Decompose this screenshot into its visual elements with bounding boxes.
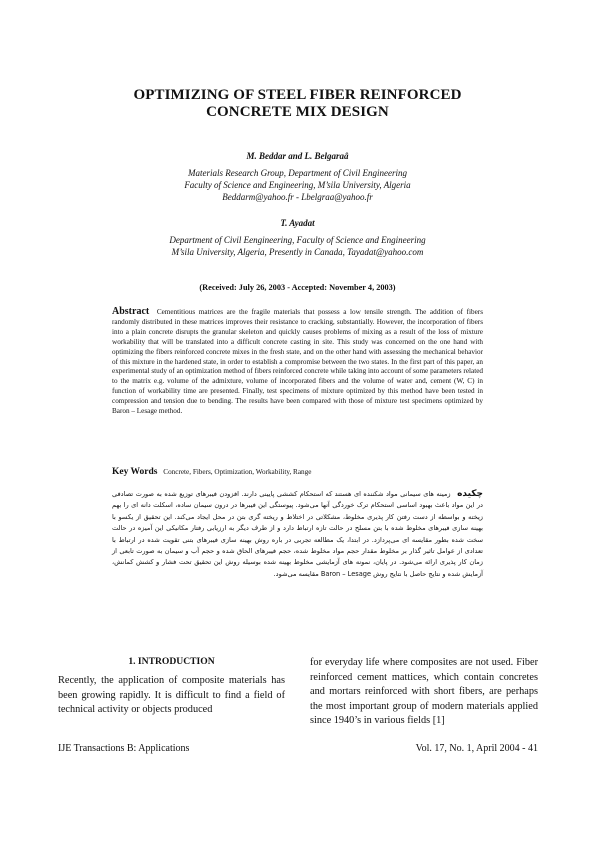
persian-abstract-label: چکیده: [457, 489, 483, 499]
abstract: [112, 307, 483, 417]
keywords: [112, 467, 483, 477]
body-column-left: [58, 656, 285, 718]
abstract-label: Abstract: [112, 306, 150, 317]
abstract-text: Cementitious matrices are the fragile materials that possess a low tensile strength. The addition of fibers randomly distributed in these matrices improves their resistance to cracking, substantially. However, the incorporation of fibers into a plain concrete disrupts the granular skeleton and quickly causes problems of mixing as a result of the loss of mixture workability that will be translated into a difficult concrete casting in site. This study was concerned on the one hand with optimizing the fibers reinforced concrete mixes in the fresh state, and on the other hand with assessing the mechanical behavior of this mixture in the hardened state, in order to establish a compromise between the two states. In the first part of this paper, an experimental study of an optimization method of fibers reinforced concrete while taking into account of some parameters related to the matrix e.g. volume of the admixture, volume of incorporated fibers and the volume of water and, cement (W, C) in function of workability time are presented. Finally, test specimens of mixture optimized by this method have been tested in compression and tension due to bending. The results have been compared with those of mixture test specimens optimized by Baron – Lesage method.: [112, 308, 483, 416]
paper-title: [60, 87, 535, 121]
affiliation-line: Faculty of Science and Engineering, M’sila University, Algeria: [184, 180, 411, 190]
keywords-label: Key Words: [112, 467, 158, 477]
footer-journal: IJE Transactions B: Applications: [58, 743, 190, 754]
title-line-1: OPTIMIZING OF STEEL FIBER REINFORCED: [133, 87, 462, 103]
intro-paragraph-left: Recently, the application of composite materials has been growing rapidly. It is difficult to find a field of technical activity or objects produced: [58, 675, 285, 716]
authors-primary: M. Beddar and L. Belgaraâ: [246, 151, 349, 161]
footer-volume-page: Vol. 17, No. 1, April 2004 - 41: [415, 743, 538, 754]
body-column-right: [310, 656, 538, 729]
affiliation-line: M’sila University, Algeria, Presently in Canada, Tayadat@yahoo.com: [171, 247, 424, 257]
received-dates: (Received: July 26, 2003 - Accepted: November 4, 2003): [199, 283, 396, 292]
authors-secondary: T. Ayadat: [280, 218, 315, 228]
affiliation-line: Department of Civil Eengineering, Faculty of Science and Engineering: [169, 235, 426, 245]
persian-abstract-text: زمینه های سیمانی مواد شکننده ای هستند که استحکام کششی پایینی دارند. افزودن فیبرهای توزیع شده به صورت تصادفی در این مواد باعث بهبود اساسی استحکام ترک خوردگی آنها می‌شود. پیوستگی این فیبرها در درون سیمان ساده، اسکلت دانه ای را بهم زیخته و بواسطه از دست رفتن کار پذیری مخلوط، مشکلاتی در اختلاط و ریخته گری بتن در محل ایجاد می‌کند. این تحقیق از یکسو با بهینه سازی فیبرهای مخلوط شده با بتن مسلح در حالت تازه ارتباط دارد و از طرف دیگر به ارزیابی رفتار مکانیکی این آمیزه در حالت سخت شده بطور مقایسه ای می‌پردازد. در ابتدا، یک مطالعه تجربی در باره روش بهینه سازی فیبرهای بتنی تقویت شده در ارتباط با تعدادی از عوامل تاثیر گذار بر مخلوط مقدار حجم مواد مخلوط شده، حجم فیبرهای الحاق شده و حجم آب و سیمان به صورت تابعی از زمان کار پذیری ارائه می‌شود. در پایان، نمونه های آزمایشی مخلوط بهینه شده بوسیله روش این تحقیق تحت فشار و کشش کمانش، آزمایش شده و نتایج حاصل با نتایج روش Baron – Lesage مقایسه می‌شود.: [112, 490, 483, 578]
persian-abstract: [112, 489, 483, 580]
affiliation-secondary: [60, 234, 535, 258]
keywords-text: Concrete, Fibers, Optimization, Workability, Range: [163, 468, 312, 476]
affiliation-primary: [60, 167, 535, 203]
section-heading-introduction: 1. INTRODUCTION: [128, 656, 215, 667]
intro-paragraph-right: for everyday life where composites are not used. Fiber reinforced cement mattices, which contain concretes and mortars reinforced with short fibers, are perhaps the most important group of modern materials applied since 1940’s in various fields [1]: [310, 657, 538, 727]
author-emails: Beddarm@yahoo.fr - Lbelgraa@yahoo.fr: [222, 192, 373, 202]
affiliation-line: Materials Research Group, Department of Civil Engineering: [187, 168, 408, 178]
title-line-2: CONCRETE MIX DESIGN: [206, 104, 389, 120]
